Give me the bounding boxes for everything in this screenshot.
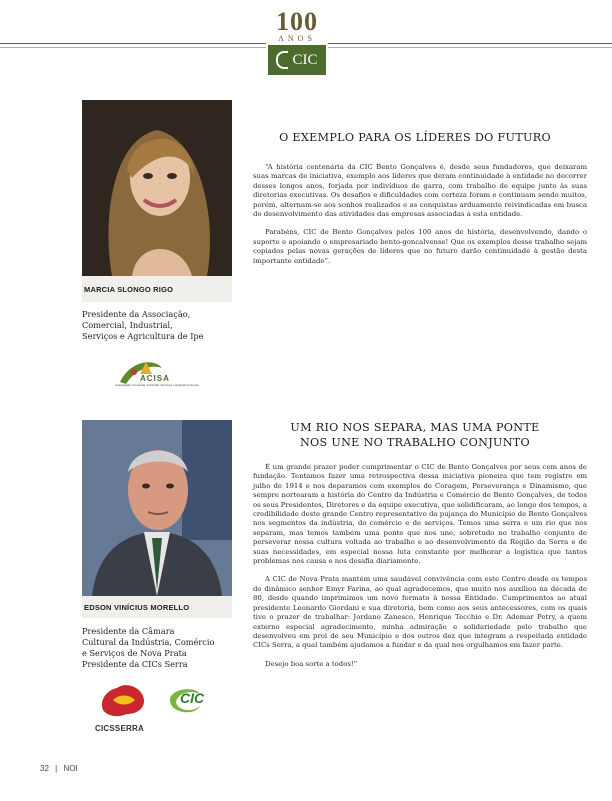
section2-body [253, 463, 587, 678]
footer-separator: | [55, 764, 58, 773]
cic-logo-text: CIC [292, 51, 318, 68]
role-line: e Serviços de Nova Prata [82, 648, 187, 658]
cic-logo [268, 45, 326, 75]
person-role [82, 309, 204, 342]
role-line: Cultural da Indústria, Comércio [82, 637, 215, 647]
role-line: Presidente da Associação, [82, 309, 191, 319]
person-name: EDSON VINÍCIUS MORELLO [84, 603, 190, 612]
cicsserra-logo-text: CICSSERRA [95, 724, 144, 733]
person-role [82, 626, 214, 670]
role-line: Serviços e Agricultura de Ipe [82, 331, 204, 341]
acisa-logo [110, 354, 200, 394]
cicsserra-map-mark [95, 680, 150, 720]
acisa-logo-name: ACISA [140, 374, 170, 383]
section1-headline: O EXEMPLO PARA OS LÍDERES DO FUTURO [279, 131, 551, 144]
page-number: 32 [40, 764, 49, 773]
portrait-photo-man [82, 420, 232, 596]
badge-number: 100 [276, 7, 318, 36]
section2-headline [245, 420, 585, 450]
paragraph: Parabéns, CIC de Bento Gonçalves pelos 100 anos de história, desenvolvendo, dando o suporte e apoiando o empresariado bento-goncalvense! Que os exemplos desse trabalho sejam copiados pelas novas gerações de líderes que no futuro darão continuidade à gestão desta importante entidade”. [253, 228, 587, 265]
cic-nova-prata-logo-text: CIC [180, 690, 205, 706]
headline-line: NOS UNE NO TRABALHO CONJUNTO [299, 436, 531, 449]
man-portrait-illustration [82, 420, 232, 596]
magazine-name: NOI [63, 764, 78, 773]
headline-line: UM RIO NOS SEPARA, MAS UMA PONTE [290, 421, 540, 434]
paragraph: Desejo boa sorte a todos!” [265, 659, 358, 668]
cic-nova-prata-logo [166, 684, 226, 730]
acisa-logo-tagline: Associação Comercial, Industrial, Serviços e Agricultura de Ipê [115, 383, 199, 387]
person-name: MARCIA SLONGO RIGO [84, 285, 174, 294]
paragraph: “A história centenária da CIC Bento Gonçalves é, desde seus fundadores, que deixaram suas marcas de iniciativa, exemplo aos líderes que deram continuidade à entidade no decorrer desses longos anos, forjada por indivíduos de garra, com trabalho de equipe junto às suas diretorias executivas. Os desafios e dificuldades com certeza foram e continuam sendo muitos, porém, alternam-se aos sonhos realizados e as conquistas arduamente reivindicadas em busca do desenvolvimento das atividades das empresas associadas a esta entidade. [253, 163, 587, 219]
cicsserra-logo [95, 680, 150, 733]
section1-body [253, 163, 587, 275]
role-line: Presidente da Câmara [82, 626, 175, 636]
cic-c-icon [276, 51, 288, 69]
role-line: Presidente da CICs Serra [82, 659, 188, 669]
role-line: Comercial, Industrial, [82, 320, 173, 330]
paragraph: A CIC de Nova Prata mantém uma saudável convivência com este Centro desde os tempos do dinâmico senhor Emyr Farina, ao qual agradecemos, que muito nos auxiliou na década de 80, desde quando imprimimos um novo formato à nossa Entidade. Cumprimentos ao atual presidente Leonardo Giordani e sua diretoria, bem como aos seus antecessores, com os quais tive o prazer de trabalhar: Jordano Zanesco, Henrique Tecchio e Dr. Ademar Petry, a quem externo especial agradecimento, minha admiração e solidariedade pelo trabalho que desenvolveu em prol de seu Município e dos outros dez que integram a respeitada entidade CICs Serra, a qual também ajudamos a fundar e da qual nos orgulhamos em fazer parte. [253, 575, 587, 650]
portrait-photo-woman [82, 100, 232, 276]
woman-portrait-illustration [82, 100, 232, 276]
page-footer [40, 764, 78, 773]
badge-anos: ANOS [278, 34, 316, 43]
anniversary-badge [266, 7, 328, 76]
paragraph: É um grande prazer poder cumprimentar o CIC de Bento Gonçalves por seus cem anos de fundação. Tentamos fazer uma retrospectiva dessa iniciativa pioneira que tem registro em julho de 1914 e nos deparamos com exemplos de Coragem, Perseverança e Dinamismo, que sempre nortearam a história do Centro da Indústria e Comércio de Bento Gonçalves, de todos os seus Presidentes, Diretores e da equipe executiva, que solidificaram, ao longo dos tempos, a credibilidade deste grande Centro representativo da pujança do Município de Bento Gonçalves nos segmentos da indústria, do comércio e de serviços. Temos uma serra e um rio que nos separam, mas temos também uma ponte que nos une, sobretudo no trabalho conjunto de perseverar nossa cultura voltada ao trabalho e ao desenvolvimento da Região da Serra e de suas necessidades, em especial nossa luta constante por melhorar a logística que tantos problemas nos causa e nos desafia diariamente. [253, 463, 587, 566]
